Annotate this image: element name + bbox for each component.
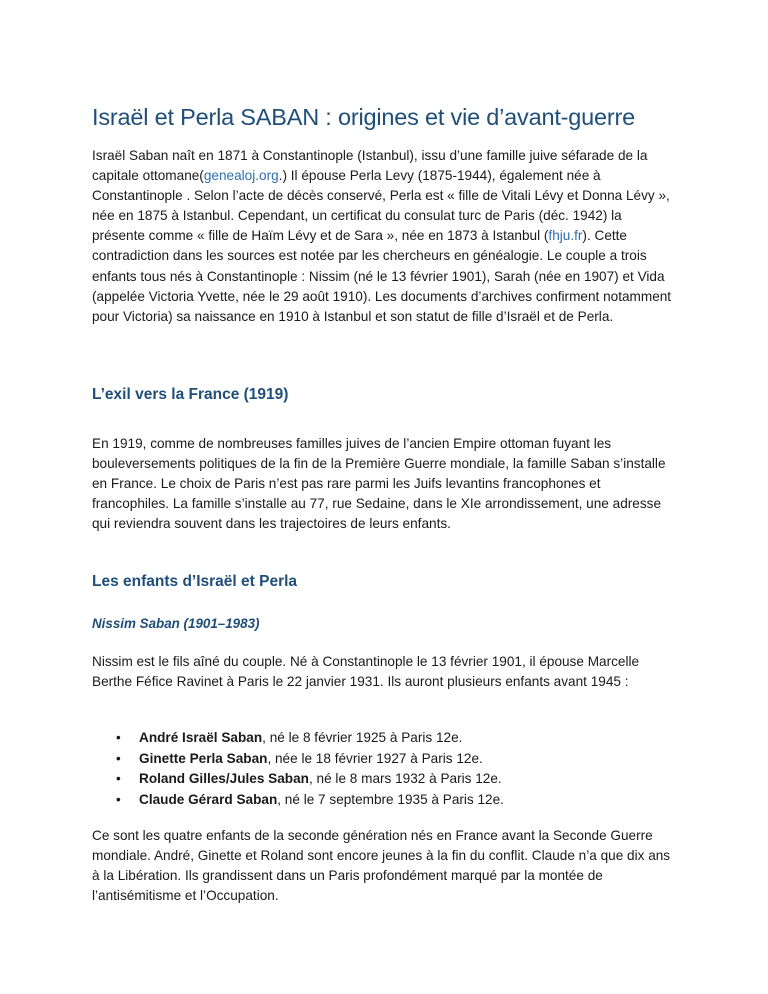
- closing-paragraph: Ce sont les quatre enfants de la seconde génération nés en France avant la Seconde Guerre mondiale. André, Ginette et Roland sont encore jeunes à la fin du conflit. Claude n’a que dix ans à la Libération. Ils grandissent dans un Paris profondément marqué par la montée de l’antisémitisme et l’Occupation.: [92, 828, 671, 904]
- list-item: [92, 769, 678, 790]
- intro-paragraph: [92, 146, 678, 327]
- child-detail: , né le 8 février 1925 à Paris 12e.: [262, 730, 463, 745]
- child-name: Roland Gilles/Jules Saban: [139, 771, 309, 787]
- bullet-glyph: •: [116, 791, 121, 807]
- bullet-glyph: •: [116, 771, 121, 787]
- child-name: André Israël Saban: [139, 730, 263, 745]
- children-list: [92, 728, 678, 810]
- section-heading-exil: L’exil vers la France (1919): [92, 386, 289, 403]
- list-item: [92, 749, 678, 770]
- nissim-paragraph: Nissim est le fils aîné du couple. Né à Constantinople le 13 février 1901, il épouse Marcelle Berthe Féfice Ravinet à Paris le 22 janvier 1931. Ils auront plusieurs enfants avant 1945 :: [92, 654, 640, 690]
- subheading-nissim: Nissim Saban (1901–1983): [92, 616, 260, 631]
- child-detail: , né le 8 mars 1932 à Paris 12e.: [308, 771, 502, 787]
- bullet-glyph: •: [116, 750, 121, 766]
- exil-paragraph: En 1919, comme de nombreuses familles juives de l’ancien Empire ottoman fuyant les bouleversements politiques de la fin de la Première Guerre mondiale, la famille Saban s’installe en France. Le choix de Paris n’est pas rare parmi les Juifs levantins francophones et francophiles. La famille s’installe au 77, rue Sedaine, dans le XIe arrondissement, une adresse qui reviendra souvent dans les trajectoires de leurs enfants.: [92, 436, 666, 532]
- list-item: [92, 790, 678, 811]
- page-title: Israël et Perla SABAN : origines et vie d’avant-guerre: [92, 104, 636, 130]
- child-name: Claude Gérard Saban: [139, 791, 278, 807]
- child-name: Ginette Perla Saban: [139, 750, 268, 766]
- intro-text-3: ). Cette contradiction dans les sources est notée par les chercheurs en généalogie. Le couple a trois enfants tous nés à Constantinople : Nissim (né le 13 février 1901), Sarah (née en 1907) et Vida (appelée Victoria Yvette, née le 29 août 1910). Les documents d’archives confirment notamment pour Victoria) sa naissance en 1910 à Istanbul et son statut de fille d’Israël et de Perla.: [92, 228, 672, 324]
- section-heading-enfants: Les enfants d’Israël et Perla: [92, 573, 298, 590]
- genealoj-link[interactable]: genealoj.org: [203, 168, 279, 184]
- child-detail: , né le 7 septembre 1935 à Paris 12e.: [277, 791, 504, 807]
- intro-text-1: Israël Saban naît en 1871 à Constantinople (Istanbul), issu d’une famille juive séfarade de la capitale ottomane(: [92, 148, 648, 184]
- bullet-glyph: •: [116, 730, 121, 745]
- fhju-link[interactable]: fhju.fr: [548, 228, 583, 244]
- child-detail: , née le 18 février 1927 à Paris 12e.: [267, 750, 483, 766]
- intro-text-2: .) Il épouse Perla Levy (1875-1944), également née à Constantinople . Selon l’acte de décès conservé, Perla est « fille de Vitali Lévy et Donna Lévy », née en 1875 à Istanbul. Cependant, un certificat du consulat turc de Paris (déc. 1942) la présente comme « fille de Haïm Lévy et de Sara », née en 1873 à Istanbul (: [92, 168, 670, 244]
- list-item: [92, 728, 678, 749]
